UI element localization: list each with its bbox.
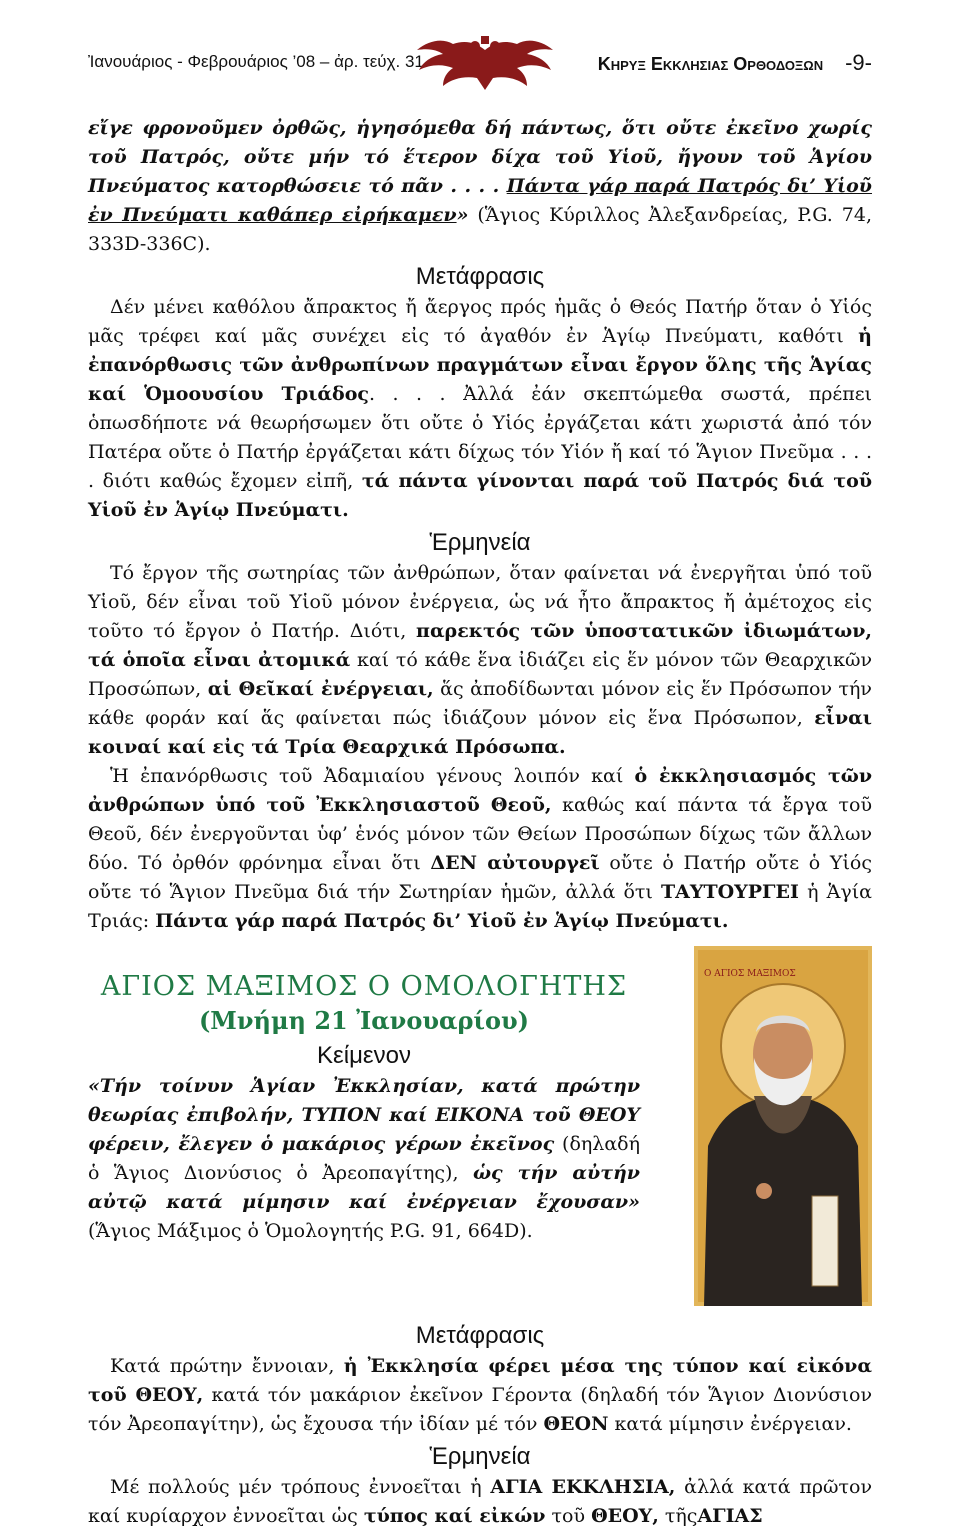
quote-underlined: Πάντα γάρ παρά Πατρός δι’ Υἱοῦ ἐν Πνεύματι καθάπερ εἰρήκαμεν bbox=[88, 175, 872, 226]
quote-text: «Τήν τοίνυν Ἁγίαν Ἐκκλησίαν, κατά πρώτην θεωρίας ἐπιβολήν, ΤΥΠΟΝ καί ΕΙΚΟΝΑ τοῦ ΘΕΟΥ φέρειν, ἔλεγεν ὁ μακάριος γέρων ἐκεῖνος bbox=[88, 1075, 640, 1155]
text: καθώς καί πάντα τά ἔργα τοῦ Θεοῦ, δέν ἐνεργοῦνται ὑφ’ ἑνός μόνον τῶν Θείων Προσώπων δίχως τῶν ἄλλων δύο. Τό ὀρθόν φρόνημα εἶναι ὅτι bbox=[88, 794, 873, 874]
text: τῆς bbox=[658, 1505, 698, 1527]
quote-text: εἴγε φρονοῦμεν ὀρθῶς, ἡγησόμεθα δή πάντως, ὅτι οὔτε ἐκεῖνο χωρίς τοῦ Πατρός, οὔτε μήν τό ἕτερον δίχα τοῦ Υἱοῦ, ἤγουν τοῦ Ἁγίου Πνεύματος κατορθώσειε τό πᾶν . . . . bbox=[88, 117, 872, 197]
icon-inscription: Ο ΑΓΙΟΣ ΜΑΞΙΜΟΣ bbox=[704, 969, 796, 979]
text: Ἡ ἐπανόρθωσις τοῦ Ἀδαμιαίου γένους λοιπόν καί bbox=[110, 765, 635, 787]
bold-text: ΤΑΥΤΟΥΡΓΕΙ bbox=[661, 881, 799, 903]
bold-text: ΘΕΟΥ, bbox=[591, 1505, 659, 1527]
saint-maximos-section bbox=[88, 946, 872, 1318]
translation-paragraph-2 bbox=[88, 1352, 872, 1439]
bold-text: παρεκτός τῶν ὑποστατικῶν ἰδιωμάτων, τά ὁποῖα εἶναι ἀτομικά bbox=[88, 620, 872, 671]
bold-text: ἡ ἐπανόρθωσις τῶν ἀνθρωπίνων πραγμάτων εἶναι ἔργον ὅλης τῆς Ἁγίας καί Ὁμοουσίου Τριάδος bbox=[88, 325, 872, 405]
text: ἀλλά κατά πρῶτον καί κυρίαρχον ἐννοεῖται ὡς bbox=[88, 1476, 872, 1527]
text: Δέν μένει καθόλου ἄπρακτος ἤ ἄεργος πρός ἡμᾶς ὁ Θεός Πατήρ ὅταν ὁ Υἱός μᾶς τρέφει καί μᾶς συνέχει εἰς τό ἀγαθόν ἐν Ἁγίῳ Πνεύματι, καθότι bbox=[88, 296, 872, 347]
text: οὔτε ὁ Πατήρ οὔτε ὁ Υἱός οὔτε τό Ἅγιον Πνεῦμα διά τήν Σωτηρίαν ἡμῶν, ἀλλά ὅτι bbox=[88, 852, 872, 903]
double-headed-eagle-icon bbox=[413, 36, 558, 92]
saint-title: ΑΓΙΟΣ ΜΑΞΙΜΟΣ Ο ΟΜΟΛΟΓΗΤΗΣ bbox=[100, 971, 628, 1002]
bold-text: ΔΕΝ αὐτουργεῖ bbox=[430, 852, 600, 874]
text: Κατά πρώτην ἔννοιαν, bbox=[110, 1355, 344, 1377]
interpretation-paragraph-3 bbox=[88, 1473, 872, 1531]
bold-text: ΘΕΟΝ bbox=[543, 1413, 609, 1435]
bold-text: Πάντα γάρ παρά Πατρός δι’ Υἱοῦ ἐν Ἁγίῳ Πνεύματι. bbox=[155, 910, 729, 932]
saint-feast-date: (Μνήμη 21 Ἰανουαρίου) bbox=[198, 1006, 530, 1035]
page-header bbox=[88, 38, 872, 90]
quote-reference: (Ἅγιος Κύριλλος Ἀλεξανδρείας, P.G. 74, 333D-336C). bbox=[88, 204, 872, 255]
bold-text: ὁ ἐκκλησιασμός τῶν ἀνθρώπων ὑπό τοῦ Ἐκκλησιαστοῦ Θεοῦ, bbox=[88, 765, 873, 816]
section-heading-text: Κείμενον bbox=[317, 1042, 411, 1069]
quote-text: ὡς τήν αὐτήν αὐτῷ κατά μίμησιν καί ἐνέργειαν ἔχουσαν» bbox=[88, 1162, 640, 1213]
text: ἅς ἀποδίδωνται μόνον εἰς ἕν Πρόσωπον τήν κάθε φοράν καί ἅς φαίνεται πώς ἰδιάζουν μόνον εἰς ἕνα Πρόσωπον, bbox=[88, 678, 872, 729]
bold-text: ΑΓΙΑ ΕΚΚΛΗΣΙΑ, bbox=[490, 1476, 676, 1498]
bold-text: εἶναι κοιναί καί εἰς τά Τρία Θεαρχικά Πρόσωπα. bbox=[88, 707, 872, 758]
bold-text: τά πάντα γίνονται παρά τοῦ Πατρός διά τοῦ Υἱοῦ ἐν Ἁγίῳ Πνεύματι. bbox=[88, 470, 872, 521]
quote-close: » bbox=[456, 204, 469, 226]
text: . . . . Ἀλλά ἐάν σκεπτώμεθα σωστά, πρέπει ὁπωσδήποτε νά θεωρήσωμεν ὅτι οὔτε ὁ Υἱός ἐργάζεται κάτι χωριστά ἀπό τόν Πατέρα οὔτε ὁ Πατήρ ἐργάζεται κάτι δίχως τόν Υἱόν ἤ καί τό Ἅγιον Πνεῦμα . . . . διότι καθώς ἔχομεν εἰπῆ, bbox=[88, 383, 872, 492]
article-body bbox=[88, 114, 872, 1531]
bold-text: ΑΓΙΑΣ bbox=[697, 1505, 763, 1527]
section-heading-interpretation-2: Ἑρμηνεία bbox=[429, 1443, 531, 1470]
quote-reference: (Ἅγιος Μάξιμος ὁ Ὁμολογητής P.G. 91, 664D). bbox=[88, 1220, 533, 1242]
text: κατά τόν μακάριον ἐκεῖνον Γέροντα (δηλαδή τόν Ἅγιον Διονύσιον τόν Ἀρεοπαγίτην), ὡς ἔχουσα τήν ἰδίαν μέ τόν bbox=[88, 1384, 872, 1435]
bold-text: ἡ Ἐκκλησία φέρει μέσα της τύπον καί εἰκόνα τοῦ ΘΕΟΥ, bbox=[88, 1355, 872, 1406]
section-heading-interpretation: Ἑρμηνεία bbox=[429, 529, 531, 556]
text: καί τό κάθε ἕνα ἰδιάζει εἰς ἕν μόνον τῶν Θεαρχικῶν Προσώπων, bbox=[88, 649, 872, 700]
issue-info: Ἰανουάριος - Φεβρουάριος ’08 – ἀρ. τεύχ. 31 bbox=[88, 52, 424, 71]
text: (δηλαδή ὁ Ἅγιος Διονύσιος ὁ Ἀρεοπαγίτης), bbox=[88, 1133, 640, 1184]
translation-paragraph bbox=[88, 293, 872, 525]
text: ἡ Ἁγία Τριάς: bbox=[88, 881, 872, 932]
text: κατά μίμησιν ἐνέργειαν. bbox=[608, 1413, 852, 1435]
journal-name: Κηρυξ Εκκλησιας Ορθοδοξων bbox=[597, 54, 824, 74]
bold-text: τύπος καί εἰκών bbox=[363, 1505, 546, 1527]
text: τοῦ bbox=[545, 1505, 592, 1527]
saint-maximos-icon bbox=[694, 946, 872, 1306]
text: Τό ἔργον τῆς σωτηρίας τῶν ἀνθρώπων, ὅταν φαίνεται νά ἐνεργῆται ὑπό τοῦ Υἱοῦ, δέν εἶναι τοῦ Υἱοῦ μόνον ἐνέργεια, ὡς νά ἦτο ἄπρακτος ἤ ἀμέτοχος εἰς τοῦτο τό ἔργον ὁ Πατήρ. Διότι, bbox=[88, 562, 872, 642]
interpretation-paragraph-1 bbox=[88, 559, 872, 762]
text: Μέ πολλούς μέν τρόπους ἐννοεῖται ἡ bbox=[110, 1476, 491, 1498]
journal-title bbox=[598, 50, 872, 76]
saint-maximos-text bbox=[88, 946, 640, 1246]
quote-cyril bbox=[88, 114, 872, 259]
interpretation-paragraph-2 bbox=[88, 762, 872, 936]
bold-text: αἱ Θεῖκαί ἐνέργειαι, bbox=[207, 678, 434, 700]
page-number: -9- bbox=[845, 50, 872, 75]
section-heading-translation-2: Μετάφρασις bbox=[415, 1322, 545, 1349]
quote-maximos bbox=[88, 1072, 640, 1246]
section-heading-translation: Μετάφρασις bbox=[415, 263, 545, 290]
